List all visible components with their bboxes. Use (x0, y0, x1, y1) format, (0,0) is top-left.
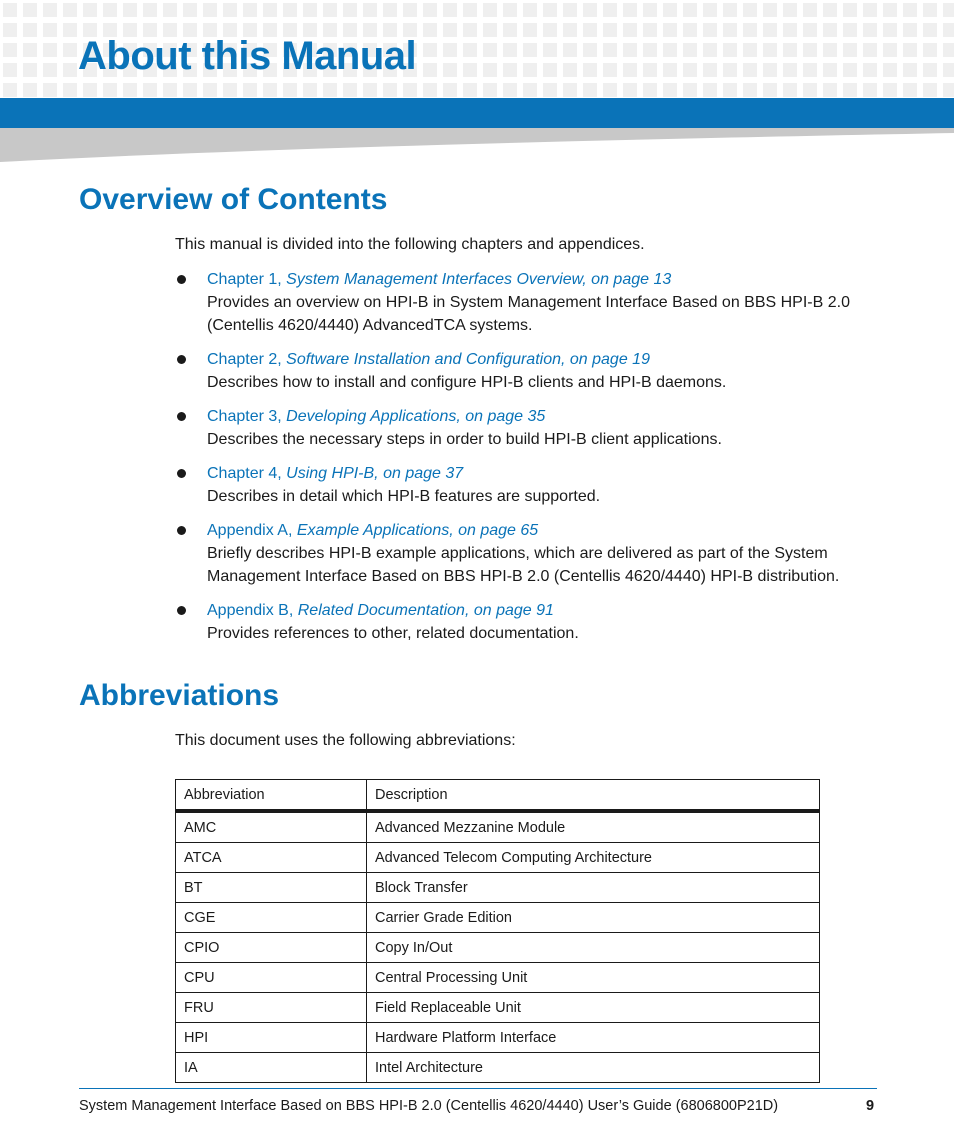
header-tile (83, 3, 97, 17)
header-tile (263, 3, 277, 17)
header-tile (523, 3, 537, 17)
chapter-description: Describes how to install and configure HPI-B clients and HPI-B daemons. (207, 374, 727, 391)
header-tile (363, 83, 377, 97)
table-row (176, 843, 820, 873)
header-tile (823, 63, 837, 77)
header-tile (783, 83, 797, 97)
link-title: System Management Interfaces Overview, on page 13 (286, 271, 672, 288)
header-tile (503, 63, 517, 77)
chapter-description: Provides references to other, related documentation. (207, 625, 579, 642)
header-tile (803, 43, 817, 57)
header-tile (623, 23, 637, 37)
header-tile (563, 23, 577, 37)
header-tile (923, 43, 937, 57)
abbreviation-cell: CPIO (176, 933, 367, 963)
header-tile (723, 63, 737, 77)
overview-heading: Overview of Contents (79, 183, 388, 216)
chapter-link[interactable] (207, 351, 650, 368)
header-tile (543, 83, 557, 97)
header-tile (843, 63, 857, 77)
abbreviation-cell: CGE (176, 903, 367, 933)
header-tile (443, 43, 457, 57)
header-tile (343, 83, 357, 97)
header-tile (703, 23, 717, 37)
header-tile (863, 3, 877, 17)
header-tile (183, 3, 197, 17)
header-tile (23, 63, 37, 77)
header-tile (463, 3, 477, 17)
header-tile (143, 3, 157, 17)
header-tile (3, 63, 17, 77)
header-tile (763, 3, 777, 17)
header-tile (303, 3, 317, 17)
header-tile (583, 83, 597, 97)
header-tile (623, 63, 637, 77)
table-row (176, 811, 820, 843)
header-tile (563, 43, 577, 57)
header-tile (563, 63, 577, 77)
header-tile (623, 83, 637, 97)
abbreviations-table (175, 779, 820, 1083)
header-tile (283, 83, 297, 97)
header-tile (203, 83, 217, 97)
link-prefix: Chapter 2, (207, 351, 287, 368)
header-tile (443, 23, 457, 37)
header-tile (3, 3, 17, 17)
table-row (176, 1023, 820, 1053)
header-tile (683, 3, 697, 17)
table-row (176, 933, 820, 963)
header-tile (423, 23, 437, 37)
header-tile (923, 83, 937, 97)
header-tile (523, 63, 537, 77)
header-tile (783, 43, 797, 57)
header-tile (663, 83, 677, 97)
header-tile (163, 3, 177, 17)
header-tile (563, 83, 577, 97)
bullet-icon (177, 275, 186, 284)
header-tile (243, 3, 257, 17)
header-tile (743, 43, 757, 57)
header-tile (783, 3, 797, 17)
abbreviation-cell: BT (176, 873, 367, 903)
header-tile (483, 3, 497, 17)
abbreviation-cell: HPI (176, 1023, 367, 1053)
description-cell: Central Processing Unit (367, 963, 820, 993)
header-tile (703, 3, 717, 17)
header-tile (643, 23, 657, 37)
header-tile (643, 3, 657, 17)
header-tile (683, 83, 697, 97)
header-tile (243, 83, 257, 97)
header-tile (3, 83, 17, 97)
header-tile (63, 63, 77, 77)
header-tile (803, 3, 817, 17)
description-cell: Advanced Telecom Computing Architecture (367, 843, 820, 873)
header-tile (643, 83, 657, 97)
bullet-icon (177, 412, 186, 421)
description-cell: Block Transfer (367, 873, 820, 903)
header-tile (23, 3, 37, 17)
table-row (176, 963, 820, 993)
header-tile (463, 83, 477, 97)
header-tile (503, 43, 517, 57)
header-tile (623, 43, 637, 57)
header-tile (863, 83, 877, 97)
header-tile (823, 43, 837, 57)
header-tile (843, 43, 857, 57)
description-cell: Field Replaceable Unit (367, 993, 820, 1023)
header-tile (43, 63, 57, 77)
header-tile (323, 83, 337, 97)
header-tile (903, 3, 917, 17)
abbreviation-cell: FRU (176, 993, 367, 1023)
link-prefix: Chapter 4, (207, 465, 287, 482)
header-tile (423, 83, 437, 97)
header-tile (883, 3, 897, 17)
header-tile (863, 23, 877, 37)
header-tile (863, 43, 877, 57)
header-tile (883, 23, 897, 37)
header-tile (443, 63, 457, 77)
header-tile (903, 23, 917, 37)
header-tile (63, 23, 77, 37)
header-tile (223, 3, 237, 17)
header-tile (763, 23, 777, 37)
chapter-item (175, 268, 875, 337)
chapter-description: Describes the necessary steps in order to build HPI-B client applications. (207, 431, 722, 448)
header-tile (663, 3, 677, 17)
header-tile (43, 23, 57, 37)
header-tile (443, 3, 457, 17)
description-cell: Hardware Platform Interface (367, 1023, 820, 1053)
header-tile (543, 3, 557, 17)
abbreviation-cell: ATCA (176, 843, 367, 873)
header-tile (443, 83, 457, 97)
header-tile (703, 43, 717, 57)
header-tile (63, 43, 77, 57)
header-tile (723, 43, 737, 57)
header-tile (603, 3, 617, 17)
abbreviations-heading: Abbreviations (79, 679, 280, 712)
header-tile (583, 63, 597, 77)
header-tile (943, 3, 954, 17)
column-header: Description (367, 780, 820, 812)
header-tile (923, 63, 937, 77)
chapter-link[interactable] (207, 465, 463, 482)
chapter-description: Provides an overview on HPI-B in System Management Interface Based on BBS HPI-B 2.0 (Centellis 4620/4440) AdvancedTCA systems. (207, 294, 850, 334)
header-gray-swoosh (0, 128, 954, 164)
header-tile (683, 43, 697, 57)
header-tile (823, 83, 837, 97)
header-tile (423, 63, 437, 77)
appendix-link[interactable] (207, 602, 554, 619)
header-tile (883, 83, 897, 97)
header-tile (403, 3, 417, 17)
header-tile (123, 83, 137, 97)
header-tile (563, 3, 577, 17)
header-tile (943, 63, 954, 77)
header-tile (103, 83, 117, 97)
header-tile (943, 43, 954, 57)
header-tile (903, 63, 917, 77)
chapter-item (175, 599, 875, 645)
header-tile (923, 23, 937, 37)
bullet-icon (177, 469, 186, 478)
chapter-item (175, 348, 875, 394)
header-tile (643, 63, 657, 77)
header-tile (383, 83, 397, 97)
header-tile (803, 63, 817, 77)
header-tile (663, 63, 677, 77)
bullet-icon (177, 355, 186, 364)
header-tile (843, 3, 857, 17)
header-tile (543, 23, 557, 37)
header-tile (163, 83, 177, 97)
table-row (176, 903, 820, 933)
header-tile (663, 43, 677, 57)
header-tile (283, 3, 297, 17)
header-tile (743, 23, 757, 37)
header-tile (583, 3, 597, 17)
header-tile (803, 23, 817, 37)
header-tile (3, 23, 17, 37)
header-tile (63, 3, 77, 17)
chapter-description: Briefly describes HPI-B example applications, which are delivered as part of the System Management Interface Based on BBS HPI-B 2.0 (Centellis 4620/4440) HPI-B distribution. (207, 545, 840, 585)
chapter-item (175, 462, 875, 508)
header-tile (703, 83, 717, 97)
header-tile (783, 23, 797, 37)
description-cell: Advanced Mezzanine Module (367, 811, 820, 843)
table-row (176, 873, 820, 903)
header-tile (883, 63, 897, 77)
header-tile (883, 43, 897, 57)
header-tile (923, 3, 937, 17)
abbreviation-cell: AMC (176, 811, 367, 843)
header-tile (23, 43, 37, 57)
chapter-item (175, 405, 875, 451)
description-cell: Carrier Grade Edition (367, 903, 820, 933)
header-tile (683, 23, 697, 37)
link-prefix: Appendix A, (207, 522, 297, 539)
header-tile (43, 43, 57, 57)
link-title: Using HPI-B, on page 37 (286, 465, 464, 482)
page-title: About this Manual (78, 34, 417, 78)
table-row (176, 1053, 820, 1083)
header-tile (823, 3, 837, 17)
description-cell: Intel Architecture (367, 1053, 820, 1083)
header-tile (483, 63, 497, 77)
page-number: 9 (866, 1098, 875, 1114)
header-tile (803, 83, 817, 97)
chapter-link[interactable] (207, 271, 671, 288)
header-tile (323, 3, 337, 17)
header-tile (683, 63, 697, 77)
header-tile (523, 83, 537, 97)
link-title: Example Applications, on page 65 (296, 522, 539, 539)
header-tile (723, 3, 737, 17)
header-tile (463, 43, 477, 57)
header-tile (943, 83, 954, 97)
header-tile (263, 83, 277, 97)
description-cell: Copy In/Out (367, 933, 820, 963)
header-tile (783, 63, 797, 77)
header-tile (23, 23, 37, 37)
footer-rule (79, 1088, 877, 1089)
header-tile (223, 83, 237, 97)
header-tile (763, 83, 777, 97)
appendix-link[interactable] (207, 522, 538, 539)
abbreviations-intro: This document uses the following abbreviations: (175, 732, 516, 749)
header-tile (903, 83, 917, 97)
header-tile (143, 83, 157, 97)
header-tile (583, 43, 597, 57)
link-prefix: Appendix B, (207, 602, 298, 619)
chapter-list (175, 268, 875, 645)
header-tile (403, 83, 417, 97)
header-tile (483, 23, 497, 37)
header-tile (463, 23, 477, 37)
column-header: Abbreviation (176, 780, 367, 812)
header-tile (543, 63, 557, 77)
header-tile (603, 43, 617, 57)
header-tile (843, 83, 857, 97)
header-blue-bar (0, 98, 954, 128)
header-tile (203, 3, 217, 17)
header-tile (583, 23, 597, 37)
header-tile (483, 43, 497, 57)
header-tile (43, 83, 57, 97)
header-tile (763, 63, 777, 77)
header-tile (743, 63, 757, 77)
header-tile (503, 23, 517, 37)
header-tile (503, 3, 517, 17)
header-tile (643, 43, 657, 57)
chapter-item (175, 519, 875, 588)
chapter-description: Describes in detail which HPI-B features are supported. (207, 488, 601, 505)
header-tile (603, 23, 617, 37)
link-title: Developing Applications, on page 35 (286, 408, 546, 425)
header-tile (743, 83, 757, 97)
header-tile (523, 43, 537, 57)
table-header-row (176, 780, 820, 812)
overview-intro: This manual is divided into the following chapters and appendices. (175, 236, 645, 253)
header-tile (343, 3, 357, 17)
header-tile (603, 83, 617, 97)
header-tile (823, 23, 837, 37)
header-tile (523, 23, 537, 37)
header-tile (743, 3, 757, 17)
header-tile (763, 43, 777, 57)
header-tile (903, 43, 917, 57)
header-tile (3, 43, 17, 57)
header-tile (543, 43, 557, 57)
header-tile (843, 23, 857, 37)
footer-text: System Management Interface Based on BBS HPI-B 2.0 (Centellis 4620/4440) User’s Guide (6806800P21D) (79, 1098, 779, 1114)
header-tile (483, 83, 497, 97)
header-tile (363, 3, 377, 17)
link-prefix: Chapter 1, (207, 271, 287, 288)
header-tile (83, 83, 97, 97)
header-tile (43, 3, 57, 17)
link-title: Related Documentation, on page 91 (297, 602, 554, 619)
link-title: Software Installation and Configuration, on page 19 (286, 351, 650, 368)
header-tile (943, 23, 954, 37)
bullet-icon (177, 606, 186, 615)
header-tile (503, 83, 517, 97)
header-tile (603, 63, 617, 77)
chapter-link[interactable] (207, 408, 545, 425)
header-tile (183, 83, 197, 97)
header-tile (23, 83, 37, 97)
header-tile (123, 3, 137, 17)
header-tile (383, 3, 397, 17)
header-tile (623, 3, 637, 17)
abbreviation-cell: IA (176, 1053, 367, 1083)
abbreviation-cell: CPU (176, 963, 367, 993)
header-tile (103, 3, 117, 17)
bullet-icon (177, 526, 186, 535)
header-tile (423, 3, 437, 17)
header-tile (723, 23, 737, 37)
table-row (176, 993, 820, 1023)
header-tile (663, 23, 677, 37)
header-tile (703, 63, 717, 77)
header-tile (463, 63, 477, 77)
header-tile (723, 83, 737, 97)
header-tile (863, 63, 877, 77)
link-prefix: Chapter 3, (207, 408, 287, 425)
header-tile (423, 43, 437, 57)
header-tile (63, 83, 77, 97)
header-tile (303, 83, 317, 97)
